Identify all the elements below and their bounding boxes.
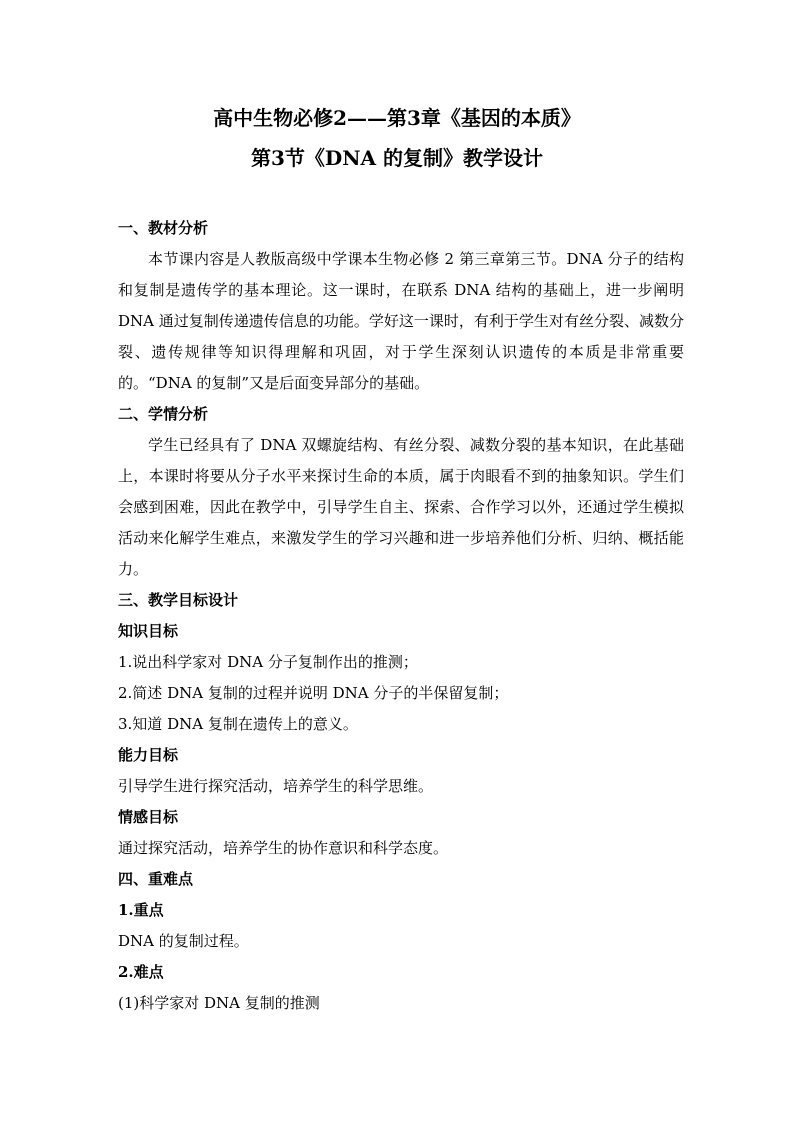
subheading-ability-goals: 能力目标 — [118, 746, 179, 764]
section-heading-textbook-analysis: 一、教材分析 — [118, 219, 209, 237]
difficulty-item: (1)科学家对 DNA 复制的推测 — [118, 994, 320, 1012]
section-heading-teaching-goals: 三、教学目标设计 — [118, 591, 239, 609]
subheading-key-point: 1.重点 — [118, 901, 164, 919]
ability-goal-text: 引导学生进行探究活动，培养学生的科学思维。 — [118, 777, 434, 795]
knowledge-goal-item: 3.知道 DNA 复制在遗传上的意义。 — [118, 715, 358, 733]
paragraph-textbook-analysis: 本节课内容是人教版高级中学课本生物必修 2 第三章第三节。DNA 分子的结构和复制是遗传学的基本理论。这一课时，在联系 DNA 结构的基础上，进一步阐明 DNA 通过复制传递遗传信息的功能。学好这一课时，有利于学生对有丝分裂、减数分裂、遗传规律等知识得理解和巩固，对于学生深刻认识遗传的本质是非常重要的。“DNA 的复制”又是后面变异部分的基础。 — [118, 250, 684, 392]
section-heading-key-difficulties: 四、重难点 — [118, 870, 194, 888]
document-body — [118, 213, 684, 1019]
subheading-knowledge-goals: 知识目标 — [118, 622, 179, 640]
key-point-text: DNA 的复制过程。 — [118, 932, 249, 950]
knowledge-goal-item: 2.简述 DNA 复制的过程并说明 DNA 分子的半保留复制； — [118, 684, 509, 702]
emotion-goal-text: 通过探究活动，培养学生的协作意识和科学态度。 — [118, 839, 449, 857]
section-heading-student-analysis: 二、学情分析 — [118, 405, 209, 423]
subheading-emotion-goals: 情感目标 — [118, 808, 179, 826]
document-subtitle: 第3节《DNA 的复制》教学设计 — [250, 146, 544, 170]
paragraph-student-analysis: 学生已经具有了 DNA 双螺旋结构、有丝分裂、减数分裂的基本知识，在此基础上，本课时将要从分子水平来探讨生命的本质，属于肉眼看不到的抽象知识。学生们会感到困难，因此在教学中，引导学生自主、探索、合作学习以外，还通过学生模拟活动来化解学生难点，来激发学生的学习兴趣和进一步培养他们分析、归纳、概括能力。 — [118, 436, 684, 578]
subheading-difficulty: 2.难点 — [118, 963, 164, 981]
document-title: 高中生物必修2——第3章《基因的本质》 — [213, 106, 581, 130]
knowledge-goal-item: 1.说出科学家对 DNA 分子复制作出的推测； — [118, 653, 418, 671]
